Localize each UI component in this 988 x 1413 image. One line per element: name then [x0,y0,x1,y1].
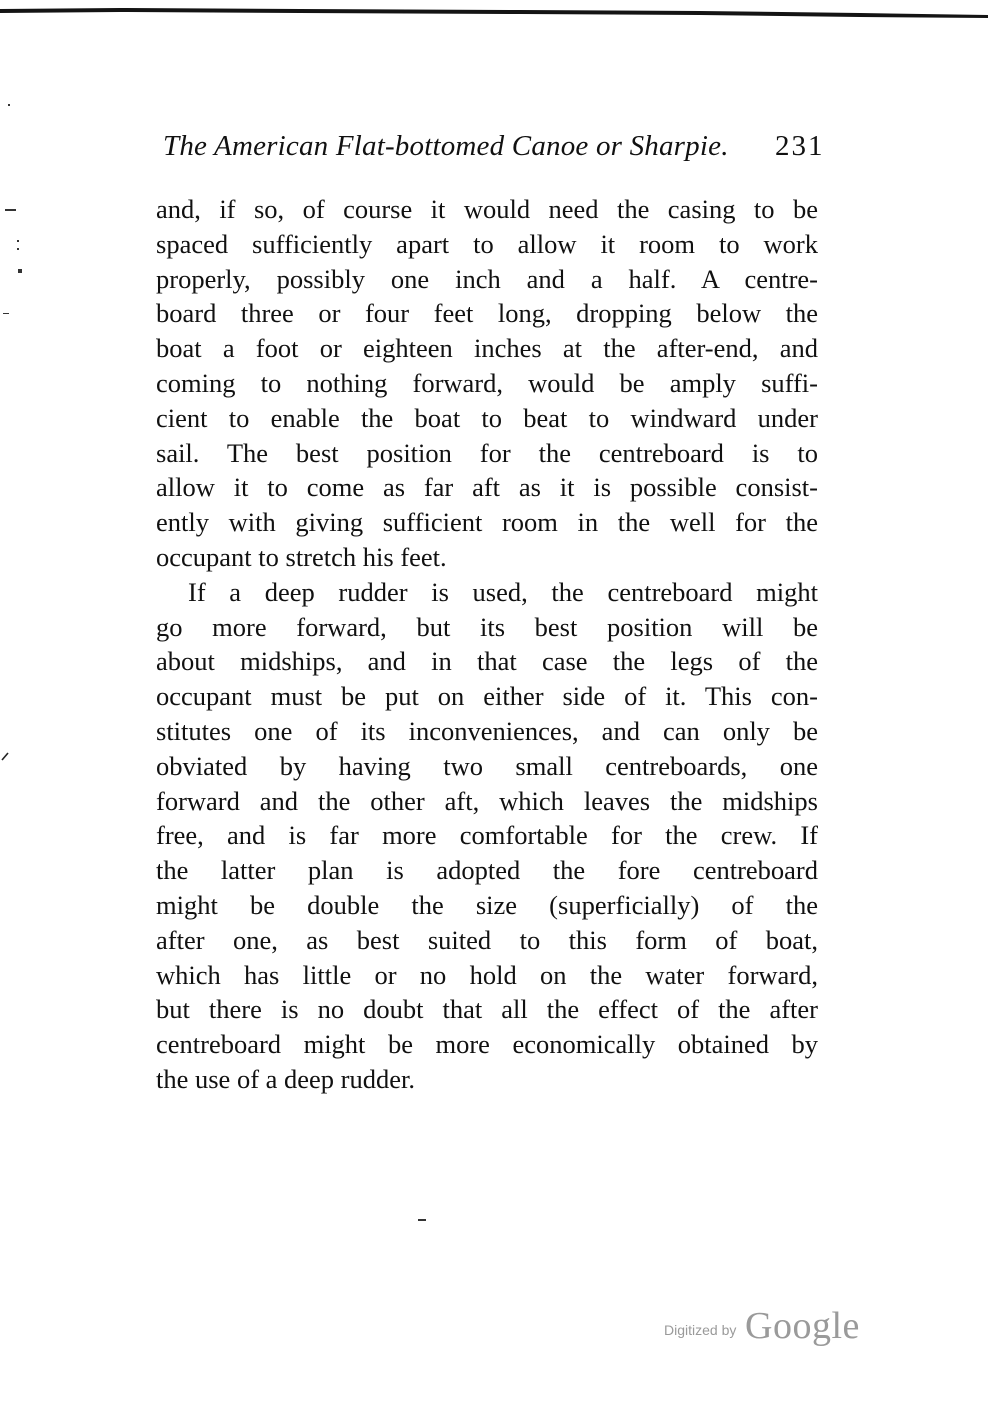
text-line: occupant to stretch his feet. [156,541,447,572]
text-line: after one, as best suited to this form of boat, [156,924,818,955]
margin-speck [17,248,19,250]
google-logo: Google [745,1305,860,1347]
text-line: and, if so, of course it would need the casing to be [156,194,818,224]
margin-speck [17,240,19,242]
running-header [163,130,823,163]
margin-speck [18,269,22,273]
digitized-watermark [664,1304,864,1348]
paragraph [156,575,818,1097]
margin-speck [3,313,9,314]
text-line: go more forward, but its best position will be [156,611,818,642]
page-speck [418,1219,426,1221]
margin-speck [5,209,16,211]
text-line: boat a foot or eighteen inches at the after-end, and [156,333,818,364]
text-line: which has little or no hold on the water forward, [156,959,818,990]
body-text [156,192,818,1097]
text-line: forward and the other aft, which leaves the midships [156,785,818,816]
text-line: coming to nothing forward, would be amply suffi- [156,367,818,398]
text-line: free, and is far more comfortable for the crew. If [156,820,818,851]
paragraph [156,192,818,575]
margin-speck [8,104,10,106]
running-title: The American Flat-bottomed Canoe or Sharpie. [163,130,729,162]
page-number: 231 [775,130,825,162]
text-line: allow it to come as far aft as it is possible consist- [156,472,818,503]
text-line: ently with giving sufficient room in the well for the [156,507,818,538]
text-line: cient to enable the boat to beat to windward under [156,402,818,433]
text-line: stitutes one of its inconveniences, and can only be [156,715,818,746]
text-line: occupant must be put on either side of it. This con- [156,681,818,712]
text-line: board three or four feet long, dropping below the [156,298,818,329]
text-line: the use of a deep rudder. [156,1063,416,1094]
top-scan-rule [0,4,988,18]
text-line: spaced sufficiently apart to allow it room to work [156,228,818,259]
text-line: properly, possibly one inch and a half. A centre- [156,263,818,294]
text-line: might be double the size (superficially) of the [156,889,818,920]
text-line: about midships, and in that case the legs of the [156,646,818,677]
margin-tick-mark [0,752,10,762]
text-line: If a deep rudder is used, the centreboard might [188,576,818,607]
watermark-prefix: Digitized by [664,1322,737,1338]
text-line: sail. The best position for the centreboard is to [156,437,818,468]
text-line: but there is no doubt that all the effect of the after [156,994,818,1025]
text-line: obviated by having two small centreboards, one [156,750,818,781]
text-line: centreboard might be more economically obtained by [156,1029,818,1060]
text-line: the latter plan is adopted the fore centreboard [156,855,818,886]
